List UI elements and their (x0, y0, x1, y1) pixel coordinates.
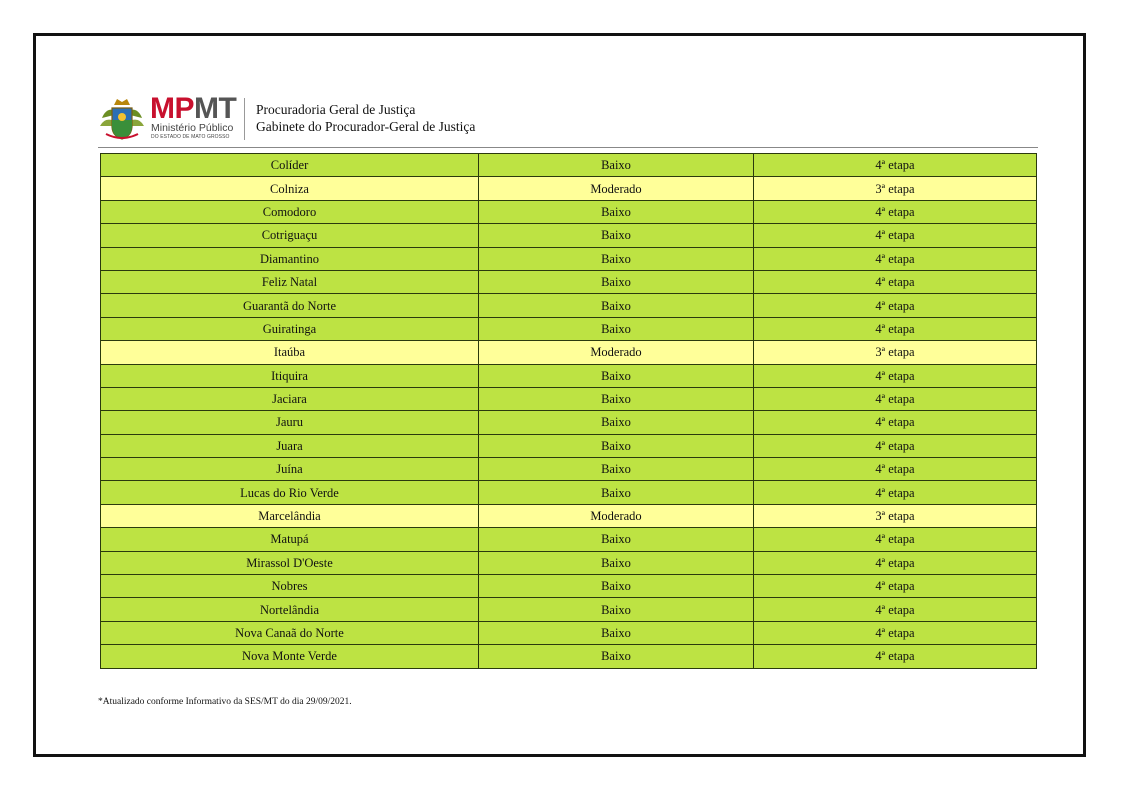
cell-etapa: 3ª etapa (754, 341, 1037, 364)
cell-etapa: 4ª etapa (754, 270, 1037, 293)
cell-municipio: Colíder (101, 154, 479, 177)
cell-risco: Moderado (479, 177, 754, 200)
cell-etapa: 4ª etapa (754, 481, 1037, 504)
cell-municipio: Juína (101, 458, 479, 481)
cell-risco: Baixo (479, 551, 754, 574)
cell-etapa: 4ª etapa (754, 551, 1037, 574)
cell-risco: Baixo (479, 575, 754, 598)
org-line-1: Procuradoria Geral de Justiça (256, 102, 416, 117)
cell-etapa: 4ª etapa (754, 224, 1037, 247)
table-row (101, 528, 1037, 551)
cell-etapa: 4ª etapa (754, 294, 1037, 317)
cell-risco: Baixo (479, 411, 754, 434)
cell-municipio: Nobres (101, 575, 479, 598)
table-row (101, 224, 1037, 247)
table-row (101, 364, 1037, 387)
cell-etapa: 4ª etapa (754, 411, 1037, 434)
cell-risco: Baixo (479, 458, 754, 481)
cell-municipio: Nova Monte Verde (101, 645, 479, 668)
cell-etapa: 4ª etapa (754, 575, 1037, 598)
cell-risco: Baixo (479, 247, 754, 270)
cell-risco: Baixo (479, 645, 754, 668)
cell-municipio: Nortelândia (101, 598, 479, 621)
org-line-2: Gabinete do Procurador-Geral de Justiça (256, 119, 476, 134)
cell-risco: Baixo (479, 317, 754, 340)
cell-risco: Baixo (479, 294, 754, 317)
table-row (101, 177, 1037, 200)
organization-name (256, 101, 475, 135)
cell-risco: Baixo (479, 621, 754, 644)
table-row (101, 598, 1037, 621)
table-row (101, 154, 1037, 177)
mpmt-logo (98, 92, 240, 142)
cell-risco: Baixo (479, 200, 754, 223)
cell-etapa: 4ª etapa (754, 645, 1037, 668)
cell-municipio: Juara (101, 434, 479, 457)
cell-municipio: Colniza (101, 177, 479, 200)
cell-etapa: 4ª etapa (754, 598, 1037, 621)
table-row (101, 434, 1037, 457)
cell-risco: Baixo (479, 598, 754, 621)
table-row (101, 551, 1037, 574)
cell-risco: Baixo (479, 270, 754, 293)
cell-etapa: 4ª etapa (754, 621, 1037, 644)
cell-municipio: Nova Canaã do Norte (101, 621, 479, 644)
cell-municipio: Matupá (101, 528, 479, 551)
cell-municipio: Mirassol D'Oeste (101, 551, 479, 574)
cell-risco: Baixo (479, 364, 754, 387)
cell-municipio: Cotriguaçu (101, 224, 479, 247)
cell-municipio: Guiratinga (101, 317, 479, 340)
table-row (101, 575, 1037, 598)
header-rule (98, 147, 1038, 148)
table-row (101, 247, 1037, 270)
cell-etapa: 4ª etapa (754, 458, 1037, 481)
logo-divider (244, 98, 245, 140)
cell-municipio: Marcelândia (101, 504, 479, 527)
cell-municipio: Feliz Natal (101, 270, 479, 293)
cell-municipio: Comodoro (101, 200, 479, 223)
cell-municipio: Lucas do Rio Verde (101, 481, 479, 504)
table-body (101, 154, 1037, 669)
brand-mp: MP (150, 92, 194, 125)
cell-risco: Baixo (479, 224, 754, 247)
cell-risco: Baixo (479, 528, 754, 551)
municipalities-table (100, 153, 1037, 669)
table-row (101, 504, 1037, 527)
table-row (101, 645, 1037, 668)
table-row (101, 270, 1037, 293)
brand-mt: MT (194, 92, 237, 125)
document-header (98, 92, 1038, 146)
cell-municipio: Jaciara (101, 387, 479, 410)
table-row (101, 200, 1037, 223)
cell-etapa: 4ª etapa (754, 387, 1037, 410)
cell-etapa: 4ª etapa (754, 200, 1037, 223)
cell-municipio: Diamantino (101, 247, 479, 270)
table-row (101, 341, 1037, 364)
logo-state-line: DO ESTADO DE MATO GROSSO (151, 134, 230, 140)
cell-etapa: 3ª etapa (754, 177, 1037, 200)
table-row (101, 294, 1037, 317)
cell-etapa: 4ª etapa (754, 364, 1037, 387)
mpmt-wordmark (150, 93, 236, 125)
cell-risco: Moderado (479, 341, 754, 364)
cell-etapa: 4ª etapa (754, 434, 1037, 457)
cell-risco: Baixo (479, 481, 754, 504)
logo-subtitle: Ministério Público (151, 122, 234, 134)
cell-risco: Baixo (479, 434, 754, 457)
table-row (101, 458, 1037, 481)
table-row (101, 481, 1037, 504)
cell-municipio: Jauru (101, 411, 479, 434)
cell-municipio: Itiquira (101, 364, 479, 387)
cell-risco: Baixo (479, 387, 754, 410)
footnote: *Atualizado conforme Informativo da SES/MT do dia 29/09/2021. (98, 697, 352, 707)
table-row (101, 317, 1037, 340)
table-row (101, 411, 1037, 434)
cell-municipio: Itaúba (101, 341, 479, 364)
cell-risco: Baixo (479, 154, 754, 177)
cell-etapa: 3ª etapa (754, 504, 1037, 527)
cell-etapa: 4ª etapa (754, 154, 1037, 177)
table-row (101, 621, 1037, 644)
state-coat-of-arms-icon (98, 96, 146, 142)
cell-etapa: 4ª etapa (754, 528, 1037, 551)
cell-etapa: 4ª etapa (754, 317, 1037, 340)
table-row (101, 387, 1037, 410)
cell-risco: Moderado (479, 504, 754, 527)
cell-etapa: 4ª etapa (754, 247, 1037, 270)
cell-municipio: Guarantã do Norte (101, 294, 479, 317)
